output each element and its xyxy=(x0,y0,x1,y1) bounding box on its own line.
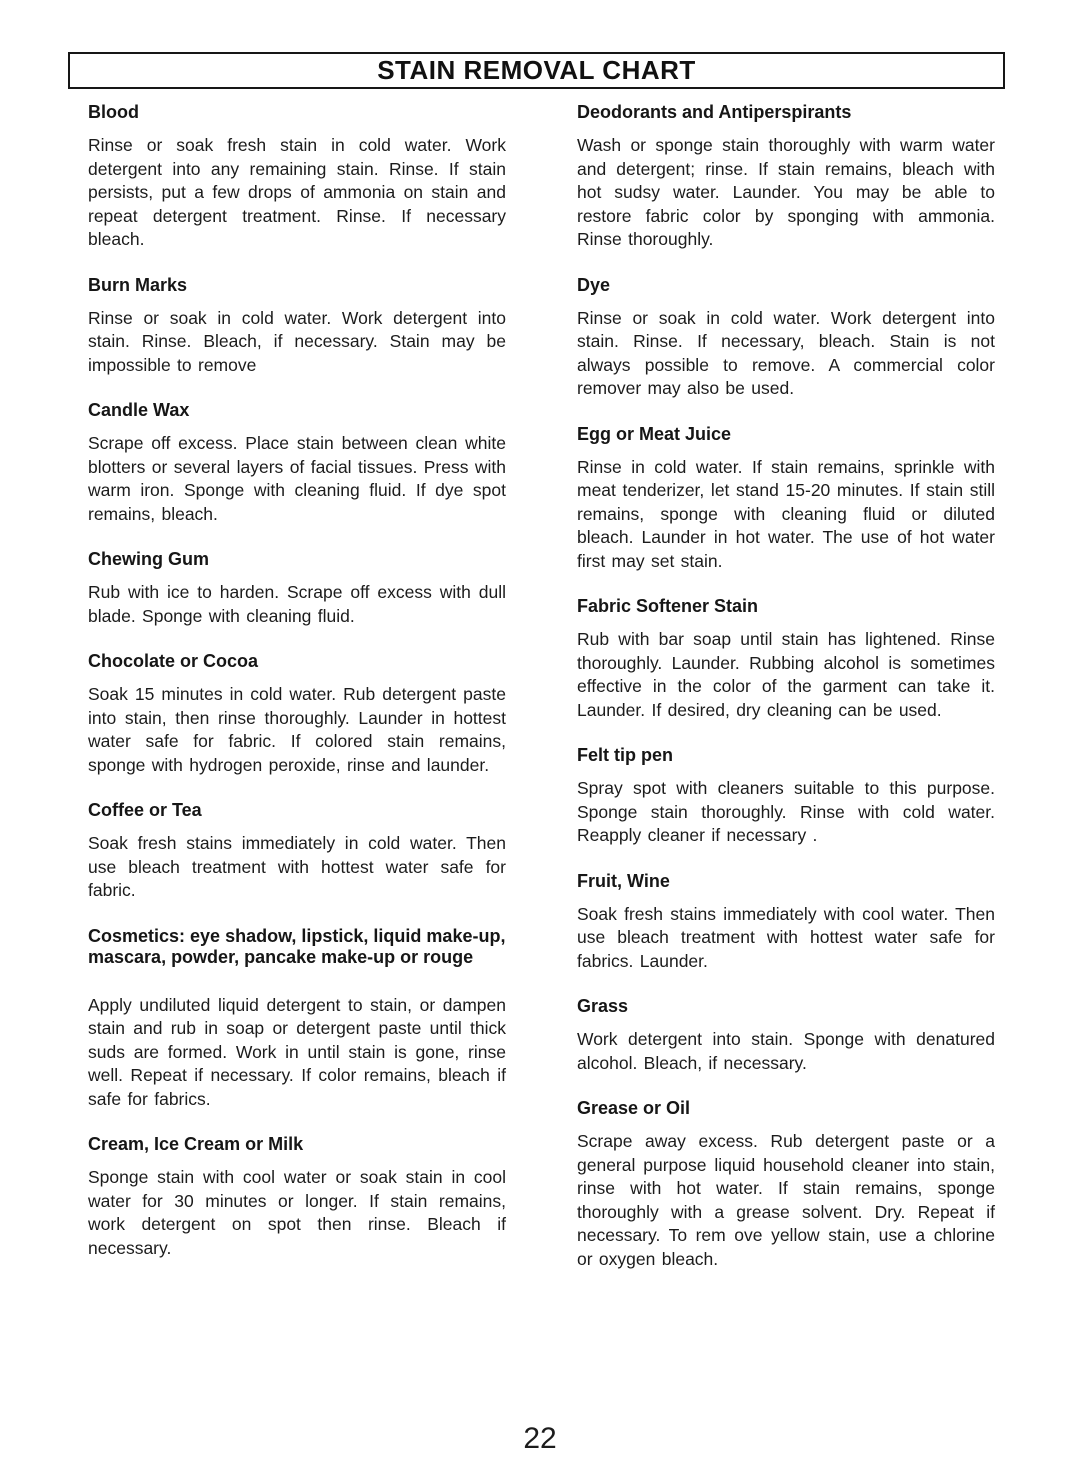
section-body: Apply undiluted liquid detergent to stain, or dampen stain and rub in soap or detergent paste until thick suds are formed. Work in until stain is gone, rinse well. Repeat if necessary. If color remains, bleach if safe for fabrics. xyxy=(88,994,506,1109)
section-body: Rinse or soak in cold water. Work detergent into stain. Rinse. If necessary, bleach. Stain is not always possible to remove. A commercial color remover may also be used. xyxy=(577,307,995,398)
section-body: Sponge stain with cool water or soak stain in cool water for 30 minutes or longer. If stain remains, work detergent on spot then rinse. Bleach if necessary. xyxy=(88,1167,506,1258)
section-body: Spray spot with cleaners suitable to this purpose. Sponge stain thoroughly. Rinse with cold water. Reapply cleaner if necessary . xyxy=(577,778,995,845)
stain-section-grass xyxy=(577,996,995,1075)
section-body: Rinse or soak fresh stain in cold water. Work detergent into any remaining stain. Rinse. If stain persists, put a few drops of ammonia on stain and repeat detergent treatment. Rinse. If necessary bleach. xyxy=(88,135,506,249)
stain-section-chewing-gum xyxy=(88,549,506,628)
stain-section-blood xyxy=(88,102,506,252)
section-heading: Grease or Oil xyxy=(577,1098,691,1118)
section-body: Rub with ice to harden. Scrape off excess with dull blade. Sponge with cleaning fluid. xyxy=(88,582,506,626)
section-body: Soak fresh stains immediately with cool water. Then use bleach treatment with hottest water safe for fabrics. Launder. xyxy=(577,903,995,971)
section-heading: Fabric Softener Stain xyxy=(577,596,759,616)
stain-section-grease-or-oil xyxy=(577,1098,995,1271)
section-body: Soak 15 minutes in cold water. Rub detergent paste into stain, then rinse thoroughly. Launder in hottest water safe for fabric. If colored stain remains, sponge with hydrogen peroxide, rinse and launder. xyxy=(88,684,506,775)
stain-section-deodorants-antiperspirants xyxy=(577,102,995,252)
section-heading: Blood xyxy=(88,102,139,122)
section-heading: Candle Wax xyxy=(88,400,190,420)
page-title: STAIN REMOVAL CHART xyxy=(377,55,696,85)
section-body: Work detergent into stain. Sponge with denatured alcohol. Bleach, if necessary. xyxy=(577,1029,995,1073)
section-body: Soak fresh stains immediately in cold water. Then use bleach treatment with hottest water safe for fabric. xyxy=(88,833,506,900)
section-body: Rub with bar soap until stain has lightened. Rinse thoroughly. Launder. Rubbing alcohol is sometimes effective in the color of the garment can take it. Launder. If desired, dry cleaning can be used. xyxy=(577,629,995,720)
section-heading: Fruit, Wine xyxy=(577,870,670,891)
stain-section-fruit-wine xyxy=(577,871,995,974)
section-body: Scrape away excess. Rub detergent paste or a general purpose liquid household cleaner into stain, rinse with hot water. If stain remains, sponge thoroughly with a grease solvent. Dry. Repeat if necessary. To rem ove yellow stain, use a chlorine or oxygen bleach. xyxy=(577,1131,995,1269)
stain-section-burn-marks xyxy=(88,275,506,378)
stain-section-fabric-softener-stain xyxy=(577,596,995,722)
section-body: Wash or sponge stain thoroughly with warm water and detergent; rinse. If stain remains, bleach with hot sudsy water. Launder. You may be able to restore fabric color by sponging with ammonia. Rinse thoroughly. xyxy=(577,135,995,249)
section-heading: Deodorants and Antiperspirants xyxy=(577,102,852,122)
section-heading: Cosmetics: eye shadow, lipstick, liquid make-up, mascara, powder, pancake make-up or rouge xyxy=(88,925,506,967)
stain-section-dye xyxy=(577,275,995,401)
stain-section-felt-tip-pen xyxy=(577,745,995,848)
section-heading: Chewing Gum xyxy=(88,549,209,569)
stain-section-coffee-or-tea xyxy=(88,800,506,903)
section-heading: Burn Marks xyxy=(88,274,188,295)
section-body: Scrape off excess. Place stain between clean white blotters or several layers of facial tissues. Press with warm iron. Sponge with cleaning fluid. If dye spot remains, bleach. xyxy=(88,433,506,524)
section-body: Rinse in cold water. If stain remains, sprinkle with meat tenderizer, let stand 15-20 minutes. If stain still remains, sponge with cleaning fluid or diluted bleach. Launder in hot water. The use of hot water first may set stain. xyxy=(577,456,995,571)
section-heading: Coffee or Tea xyxy=(88,800,202,820)
page-number: 22 xyxy=(523,1422,557,1455)
stain-section-cream-ice-cream-or-milk xyxy=(88,1134,506,1260)
stain-section-chocolate-or-cocoa xyxy=(88,651,506,777)
section-body: Rinse or soak in cold water. Work detergent into stain. Rinse. Bleach, if necessary. Stain may be impossible to remove xyxy=(88,307,506,375)
section-heading: Chocolate or Cocoa xyxy=(88,651,259,671)
stain-section-cosmetics xyxy=(88,926,506,1112)
content-columns xyxy=(88,92,995,1271)
section-heading: Grass xyxy=(577,996,629,1016)
stain-section-egg-or-meat-juice xyxy=(577,424,995,574)
section-heading: Dye xyxy=(577,274,611,295)
section-heading: Felt tip pen xyxy=(577,745,673,765)
left-column xyxy=(88,92,506,1271)
section-heading: Egg or Meat Juice xyxy=(577,423,732,444)
section-heading: Cream, Ice Cream or Milk xyxy=(88,1134,304,1154)
right-column xyxy=(577,92,995,1271)
chart-title-box xyxy=(68,52,1005,89)
stain-section-candle-wax xyxy=(88,400,506,526)
